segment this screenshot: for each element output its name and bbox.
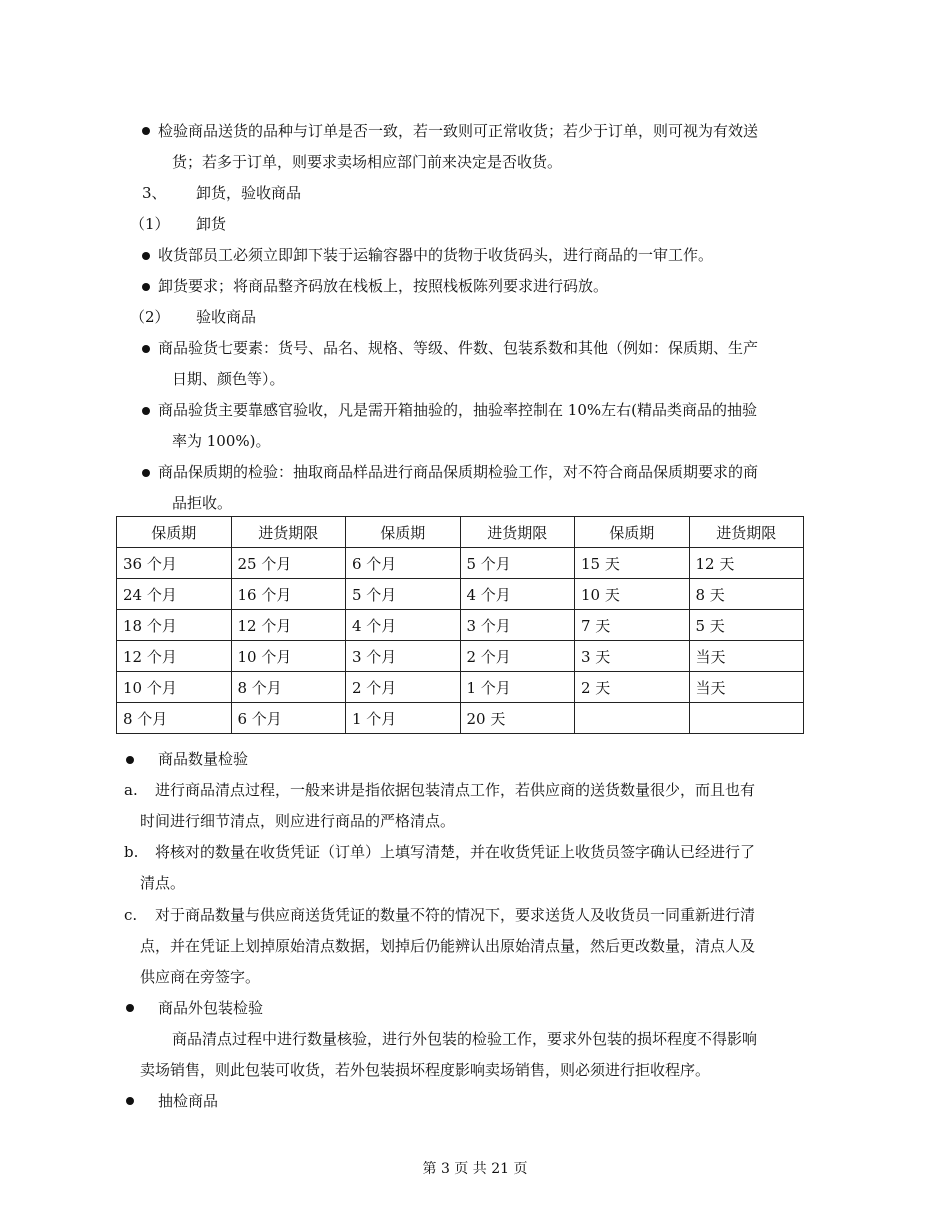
table-header-cell: 保质期 xyxy=(575,517,690,548)
paragraph-line: 品拒收。 xyxy=(172,494,233,512)
table-cell: 12 个月 xyxy=(231,610,346,641)
table-cell: 10 个月 xyxy=(231,641,346,672)
section-title: 卸货，验收商品 xyxy=(196,184,302,202)
table-cell: 24 个月 xyxy=(117,579,232,610)
table-header-cell: 进货期限 xyxy=(231,517,346,548)
table-cell: 8 个月 xyxy=(231,672,346,703)
subsection-number: （1） xyxy=(130,215,170,233)
section-heading: 商品数量检验 xyxy=(158,750,249,768)
list-label: c. xyxy=(124,906,138,924)
table-cell: 3 个月 xyxy=(460,610,575,641)
table-cell xyxy=(575,703,690,734)
table-cell: 5 个月 xyxy=(460,548,575,579)
table-cell: 6 个月 xyxy=(346,548,461,579)
bullet-dot xyxy=(142,469,150,477)
shelf-life-table xyxy=(116,516,804,734)
table-cell: 2 天 xyxy=(575,672,690,703)
table-row xyxy=(117,641,804,672)
paragraph-line: 日期、颜色等）。 xyxy=(172,370,285,388)
table-cell: 4 个月 xyxy=(346,610,461,641)
table-header-cell: 进货期限 xyxy=(460,517,575,548)
table-cell: 10 天 xyxy=(575,579,690,610)
paragraph-line: 商品保质期的检验：抽取商品样品进行商品保质期检验工作，对不符合商品保质期要求的商 xyxy=(158,463,759,481)
paragraph-line: 卖场销售，则此包装可收货，若外包装损坏程度影响卖场销售，则必须进行拒收程序。 xyxy=(140,1061,711,1079)
paragraph-line: 对于商品数量与供应商送货凭证的数量不符的情况下，要求送货人及收货员一同重新进行清 xyxy=(155,906,756,924)
table-cell: 10 个月 xyxy=(117,672,232,703)
paragraph-line: 收货部员工必须立即卸下装于运输容器中的货物于收货码头，进行商品的一审工作。 xyxy=(158,246,714,264)
paragraph-line: 商品验货七要素：货号、品名、规格、等级、件数、包装系数和其他（例如：保质期、生产 xyxy=(158,339,759,357)
table-cell: 1 个月 xyxy=(346,703,461,734)
table-cell: 7 天 xyxy=(575,610,690,641)
bullet-dot xyxy=(142,407,150,415)
table-cell: 6 个月 xyxy=(231,703,346,734)
bullet-dot xyxy=(126,1097,134,1105)
bullet-dot xyxy=(142,283,150,291)
table-header-cell: 保质期 xyxy=(117,517,232,548)
paragraph-line: 清点。 xyxy=(140,874,186,892)
table-header-cell: 保质期 xyxy=(346,517,461,548)
table-row xyxy=(117,610,804,641)
table-cell: 4 个月 xyxy=(460,579,575,610)
table-cell xyxy=(689,703,804,734)
paragraph-line: 进行商品清点过程，一般来讲是指依据包装清点工作，若供应商的送货数量很少，而且也有 xyxy=(155,781,756,799)
table-cell: 当天 xyxy=(689,641,804,672)
list-label: a. xyxy=(124,781,138,799)
subsection-title: 验收商品 xyxy=(196,308,257,326)
paragraph-line: 卸货要求；将商品整齐码放在栈板上，按照栈板陈列要求进行码放。 xyxy=(158,277,609,295)
table-cell: 3 天 xyxy=(575,641,690,672)
subsection-number: （2） xyxy=(130,308,170,326)
paragraph-line: 点，并在凭证上划掉原始清点数据，划掉后仍能辨认出原始清点量，然后更改数量，清点人及 xyxy=(140,937,756,955)
list-label: b. xyxy=(124,843,139,861)
paragraph-line: 将核对的数量在收货凭证（订单）上填写清楚，并在收货凭证上收货员签字确认已经进行了 xyxy=(155,843,756,861)
section-number: 3、 xyxy=(142,184,167,202)
paragraph-line: 时间进行细节清点，则应进行商品的严格清点。 xyxy=(140,812,456,830)
table-header-row xyxy=(117,517,804,548)
bullet-dot xyxy=(126,1004,134,1012)
paragraph-line: 货；若多于订单，则要求卖场相应部门前来决定是否收货。 xyxy=(172,153,563,171)
paragraph-line: 检验商品送货的品种与订单是否一致，若一致则可正常收货；若少于订单，则可视为有效送 xyxy=(158,122,759,140)
section-heading: 商品外包装检验 xyxy=(158,999,264,1017)
table-cell: 3 个月 xyxy=(346,641,461,672)
table-cell: 5 个月 xyxy=(346,579,461,610)
table-cell: 8 个月 xyxy=(117,703,232,734)
section-heading: 抽检商品 xyxy=(158,1092,219,1110)
table-cell: 8 天 xyxy=(689,579,804,610)
table-cell: 36 个月 xyxy=(117,548,232,579)
bullet-dot xyxy=(126,756,134,764)
table-row xyxy=(117,672,804,703)
paragraph-line: 商品验货主要靠感官验收，凡是需开箱抽验的，抽验率控制在 10%左右(精品类商品的抽验 xyxy=(158,401,757,419)
bullet-dot xyxy=(142,345,150,353)
table-row xyxy=(117,703,804,734)
paragraph-line: 率为 100%)。 xyxy=(172,432,271,450)
table-cell: 5 天 xyxy=(689,610,804,641)
paragraph-line: 商品清点过程中进行数量核验，进行外包装的检验工作，要求外包装的损坏程度不得影响 xyxy=(172,1030,758,1048)
table-cell: 当天 xyxy=(689,672,804,703)
table-row xyxy=(117,579,804,610)
page-footer: 第 3 页 共 21 页 xyxy=(422,1161,528,1177)
table-cell: 2 个月 xyxy=(460,641,575,672)
table-cell: 25 个月 xyxy=(231,548,346,579)
table-cell: 16 个月 xyxy=(231,579,346,610)
table-cell: 1 个月 xyxy=(460,672,575,703)
bullet-dot xyxy=(142,127,150,135)
table-cell: 12 个月 xyxy=(117,641,232,672)
table-cell: 12 天 xyxy=(689,548,804,579)
table-cell: 2 个月 xyxy=(346,672,461,703)
table-header-cell: 进货期限 xyxy=(689,517,804,548)
table-cell: 20 天 xyxy=(460,703,575,734)
table-row xyxy=(117,548,804,579)
paragraph-line: 供应商在旁签字。 xyxy=(140,968,261,986)
table-cell: 15 天 xyxy=(575,548,690,579)
subsection-title: 卸货 xyxy=(196,215,227,233)
bullet-dot xyxy=(142,252,150,260)
table-cell: 18 个月 xyxy=(117,610,232,641)
